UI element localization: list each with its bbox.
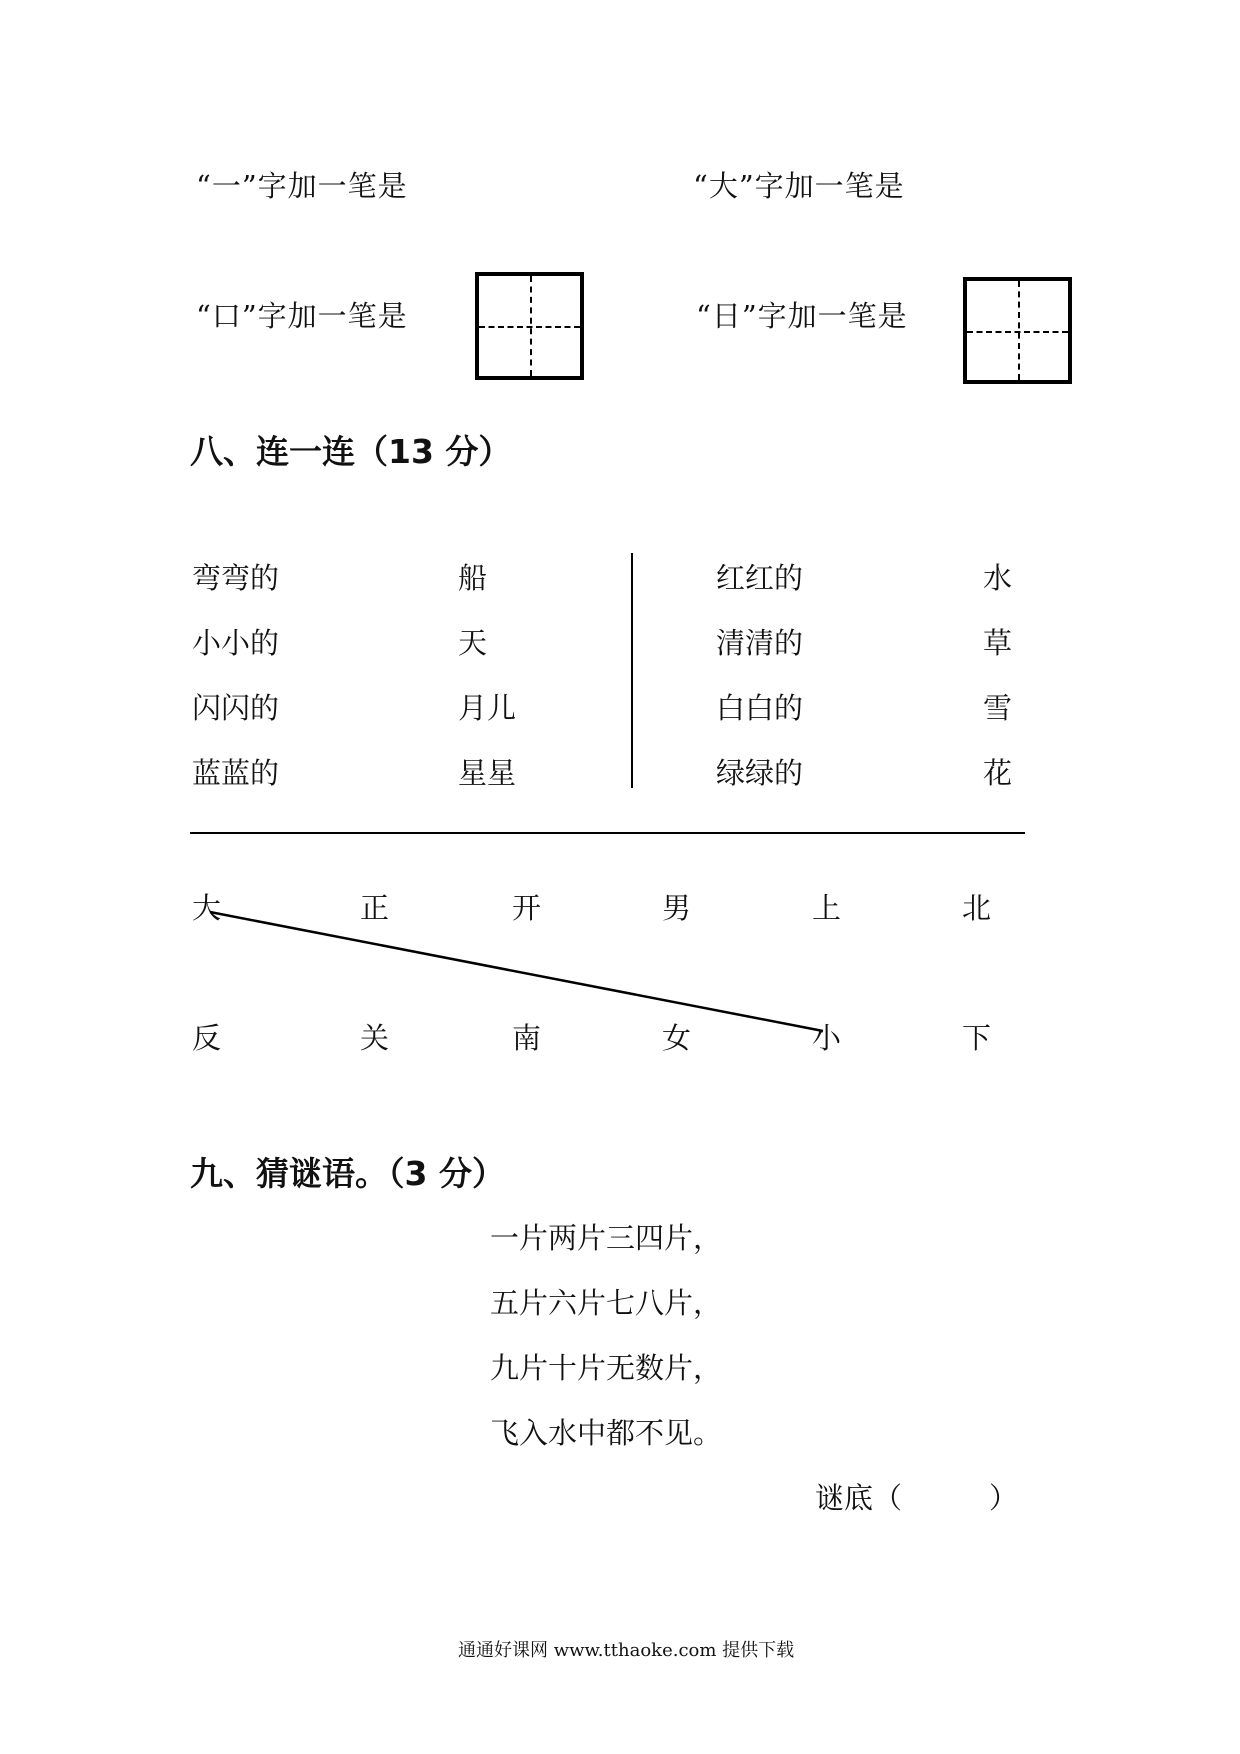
section-8-title: 八、连一连（13 分） — [190, 432, 512, 471]
bottom-char-5: 小 — [812, 1021, 842, 1055]
right-noun-2: 草 — [983, 626, 1013, 660]
right-noun-4: 花 — [983, 756, 1013, 790]
right-adj-4: 绿绿的 — [716, 756, 804, 790]
left-noun-1: 船 — [458, 561, 488, 595]
bottom-char-3: 南 — [512, 1021, 542, 1055]
add-stroke-item-4: “日”字加一笔是 — [696, 299, 908, 333]
footer-text: 通通好课网 www.tthaoke.com 提供下载 — [458, 1640, 795, 1661]
bottom-char-1: 反 — [192, 1021, 222, 1055]
top-char-5: 上 — [812, 891, 842, 925]
riddle-answer-blank[interactable]: 谜底（ ） — [815, 1481, 1019, 1515]
right-adj-2: 清清的 — [716, 626, 804, 660]
top-char-2: 正 — [360, 891, 390, 925]
right-noun-3: 雪 — [983, 691, 1013, 725]
add-stroke-item-3: “口”字加一笔是 — [196, 299, 408, 333]
right-adj-3: 白白的 — [716, 691, 804, 725]
riddle-line-4: 飞入水中都不见。 — [490, 1416, 723, 1450]
right-adj-1: 红红的 — [716, 561, 804, 595]
section-9-title: 九、猜谜语。（3 分） — [190, 1154, 505, 1193]
left-adj-2: 小小的 — [192, 626, 280, 660]
bottom-char-6: 下 — [962, 1021, 992, 1055]
top-char-1: 大 — [192, 891, 222, 925]
top-char-3: 开 — [512, 891, 542, 925]
bottom-char-4: 女 — [662, 1021, 692, 1055]
left-adj-4: 蓝蓝的 — [192, 756, 280, 790]
top-char-4: 男 — [662, 891, 692, 925]
left-noun-3: 月儿 — [458, 691, 517, 725]
add-stroke-item-1: “一”字加一笔是 — [196, 169, 408, 203]
riddle-line-3: 九片十片无数片， — [490, 1351, 723, 1385]
left-adj-3: 闪闪的 — [192, 691, 280, 725]
riddle-line-1: 一片两片三四片， — [490, 1221, 723, 1255]
top-char-6: 北 — [962, 891, 992, 925]
left-noun-2: 天 — [458, 626, 488, 660]
left-noun-4: 星星 — [458, 756, 517, 790]
left-adj-1: 弯弯的 — [192, 561, 280, 595]
bottom-char-2: 关 — [360, 1021, 390, 1055]
right-noun-1: 水 — [983, 561, 1013, 595]
add-stroke-item-2: “大”字加一笔是 — [693, 169, 905, 203]
riddle-line-2: 五片六片七八片， — [490, 1286, 723, 1320]
